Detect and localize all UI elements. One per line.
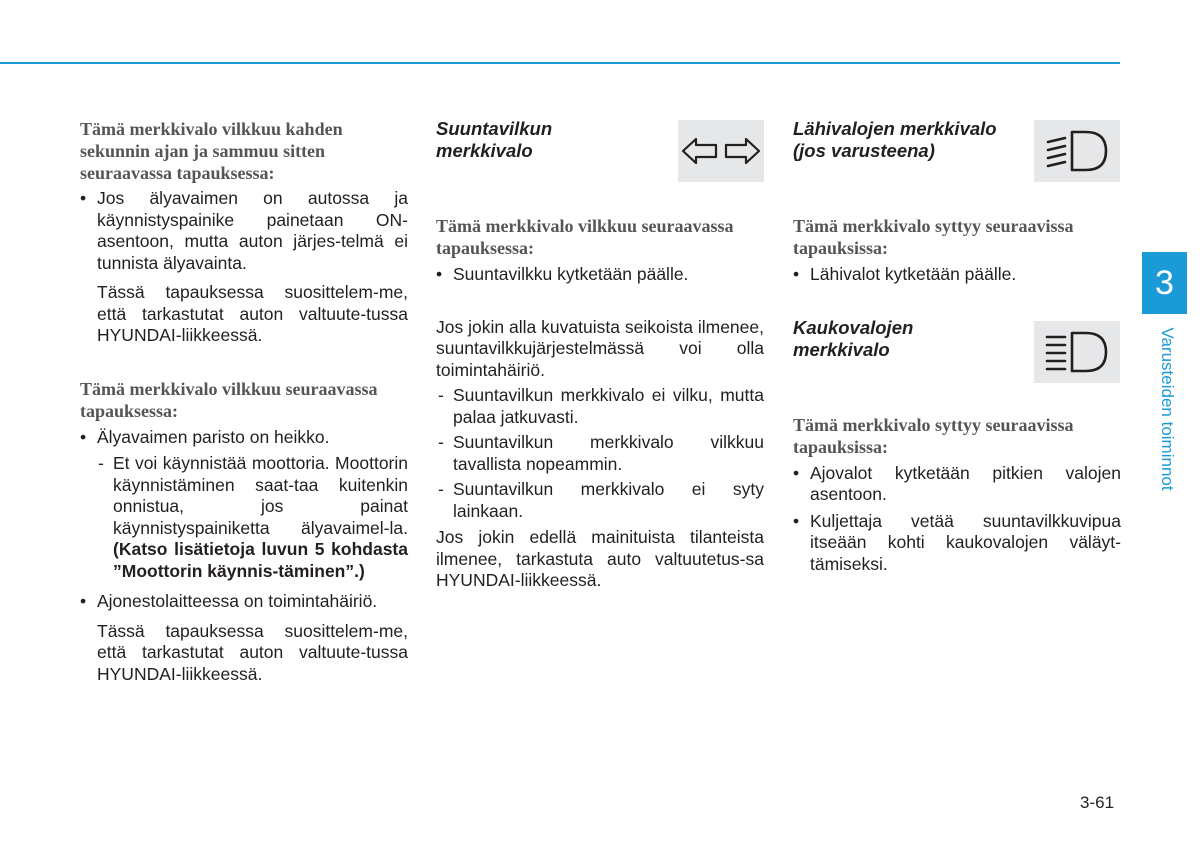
list-item: • Älyavaimen paristo on heikko. xyxy=(80,427,408,449)
list-item: • Lähivalot kytketään päälle. xyxy=(793,264,1121,286)
section-heading: Tämä merkkivalo syttyy seuraavissa tapauksissa: xyxy=(793,414,1074,457)
section-label xyxy=(1152,318,1182,500)
paragraph: Jos jokin edellä mainituista tilanteista ilmenee, tarkastuta auto valtuutetus-sa HYUNDAI-liikkeessä. xyxy=(436,527,764,590)
indicator-title: Kaukovalojen merkkivalo xyxy=(793,316,914,360)
dash-item xyxy=(80,453,408,582)
section-heading: Tämä merkkivalo vilkkuu kahden sekunnin ajan ja sammuu sitten seuraavassa tapauksessa: xyxy=(80,119,343,183)
dash-item: - Suuntavilkun merkkivalo ei syty lainkaan. xyxy=(436,479,764,522)
list-item: • Suuntavilkku kytketään päälle. xyxy=(436,264,764,286)
note-text: Tässä tapauksessa suosittelem-me, että tarkastutat auton valtuute-tussa HYUNDAI-liikkeessä. xyxy=(97,282,408,345)
section-label-text: Varusteiden toiminnot xyxy=(1158,327,1177,491)
list-item: • Ajonestolaitteessa on toimintahäiriö. xyxy=(80,591,408,613)
note-text: Tässä tapauksessa suosittelem-me, että tarkastutat auton valtuute-tussa HYUNDAI-liikkeessä. xyxy=(97,620,408,684)
dash-item-text: Et voi käynnistää moottoria. Moottorin käynnistäminen saat-taa kuitenkin onnistua, jos painat käynnistyspainiketta älyavaimel-la. xyxy=(113,453,408,538)
list-item: • Ajovalot kytketään pitkien valojen asentoon. xyxy=(793,463,1121,506)
column-1 xyxy=(80,118,408,685)
paragraph: Jos jokin alla kuvatuista seikoista ilmenee, suuntavilkkujärjestelmässä voi olla toimintahäiriö. xyxy=(436,316,764,380)
dash-item: - Suuntavilkun merkkivalo vilkkuu tavallista nopeammin. xyxy=(436,432,764,475)
section-heading: Tämä merkkivalo vilkkuu seuraavassa tapauksessa: xyxy=(80,378,378,421)
turn-signal-arrows-icon xyxy=(678,120,764,182)
chapter-tab: 3 xyxy=(1142,252,1187,314)
high-beam-icon xyxy=(1034,321,1120,383)
reference-text: (Katso lisätietoja luvun 5 kohdasta ”Moottorin käynnis-täminen”.) xyxy=(113,539,408,581)
low-beam-icon xyxy=(1034,120,1120,182)
section-heading: Tämä merkkivalo syttyy seuraavissa tapauksissa: xyxy=(793,216,1074,258)
page-number: 3-61 xyxy=(1080,793,1115,812)
column-2 xyxy=(436,118,764,592)
indicator-title: Suuntavilkun merkkivalo xyxy=(436,118,553,161)
dash-item: - Suuntavilkun merkkivalo ei vilku, mutta palaa jatkuvasti. xyxy=(436,385,764,428)
indicator-title: Lähivalojen merkkivalo (jos varusteena) xyxy=(793,118,997,161)
list-item: • Jos älyavaimen on autossa ja käynnistyspainike painetaan ON-asentoon, mutta auton järjes-telmä ei tunnista älyavainta. xyxy=(80,188,408,274)
section-heading: Tämä merkkivalo vilkkuu seuraavassa tapauksessa: xyxy=(436,216,734,258)
list-item: • Kuljettaja vetää suuntavilkkuvipua itseään kohti kaukovalojen väläyt-tämiseksi. xyxy=(793,511,1121,576)
header-rule xyxy=(0,62,1120,64)
